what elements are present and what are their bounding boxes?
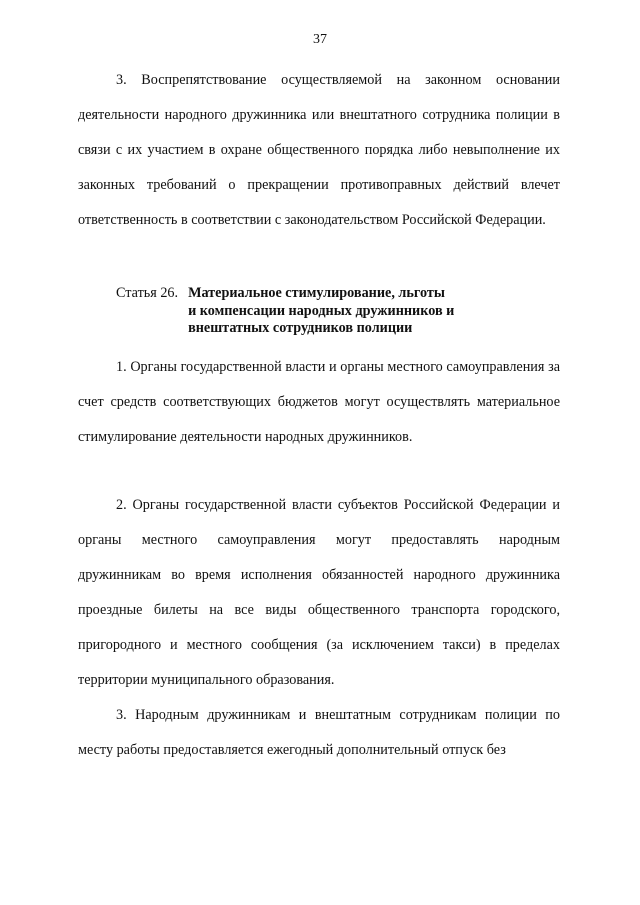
paragraph-3-leave: 3. Народным дружинникам и внештатным сотрудникам полиции по месту работы предоставляется ежегодный дополнительный отпуск без [78, 707, 560, 758]
article-heading [116, 285, 556, 338]
article-title-line-1: Материальное стимулирование, льготы [188, 285, 445, 301]
paragraph-2-transport: 2. Органы государственной власти субъектов Российской Федерации и органы местного самоуправления могут предоставлять народным дружинникам во время исполнения обязанностей народного дружинника проездные билеты на все виды общественного транспорта городского, пригородного и местного сообщения (за исключением такси) в пределах территории муниципального образования. [78, 497, 560, 688]
article-number: Статья 26. [116, 285, 179, 301]
article-title-line-2: и компенсации народных дружинников и [188, 302, 455, 319]
article-title [188, 285, 454, 338]
page-number: 37 [313, 32, 327, 47]
paragraph-3-obstruction: 3. Воспрепятствование осуществляемой на законном основании деятельности народного дружинника или внештатного сотрудника полиции в связи с их участием в охране общественного порядка либо невыполнение их законных требований о прекращении противоправных действий влечет ответственность в соответствии с законодательством Российской Федерации. [78, 72, 560, 228]
paragraph-1-stimulation: 1. Органы государственной власти и органы местного самоуправления за счет средств соответствующих бюджетов могут осуществлять материальное стимулирование деятельности народных дружинников. [78, 359, 560, 445]
article-title-line-3: внештатных сотрудников полиции [188, 320, 413, 336]
